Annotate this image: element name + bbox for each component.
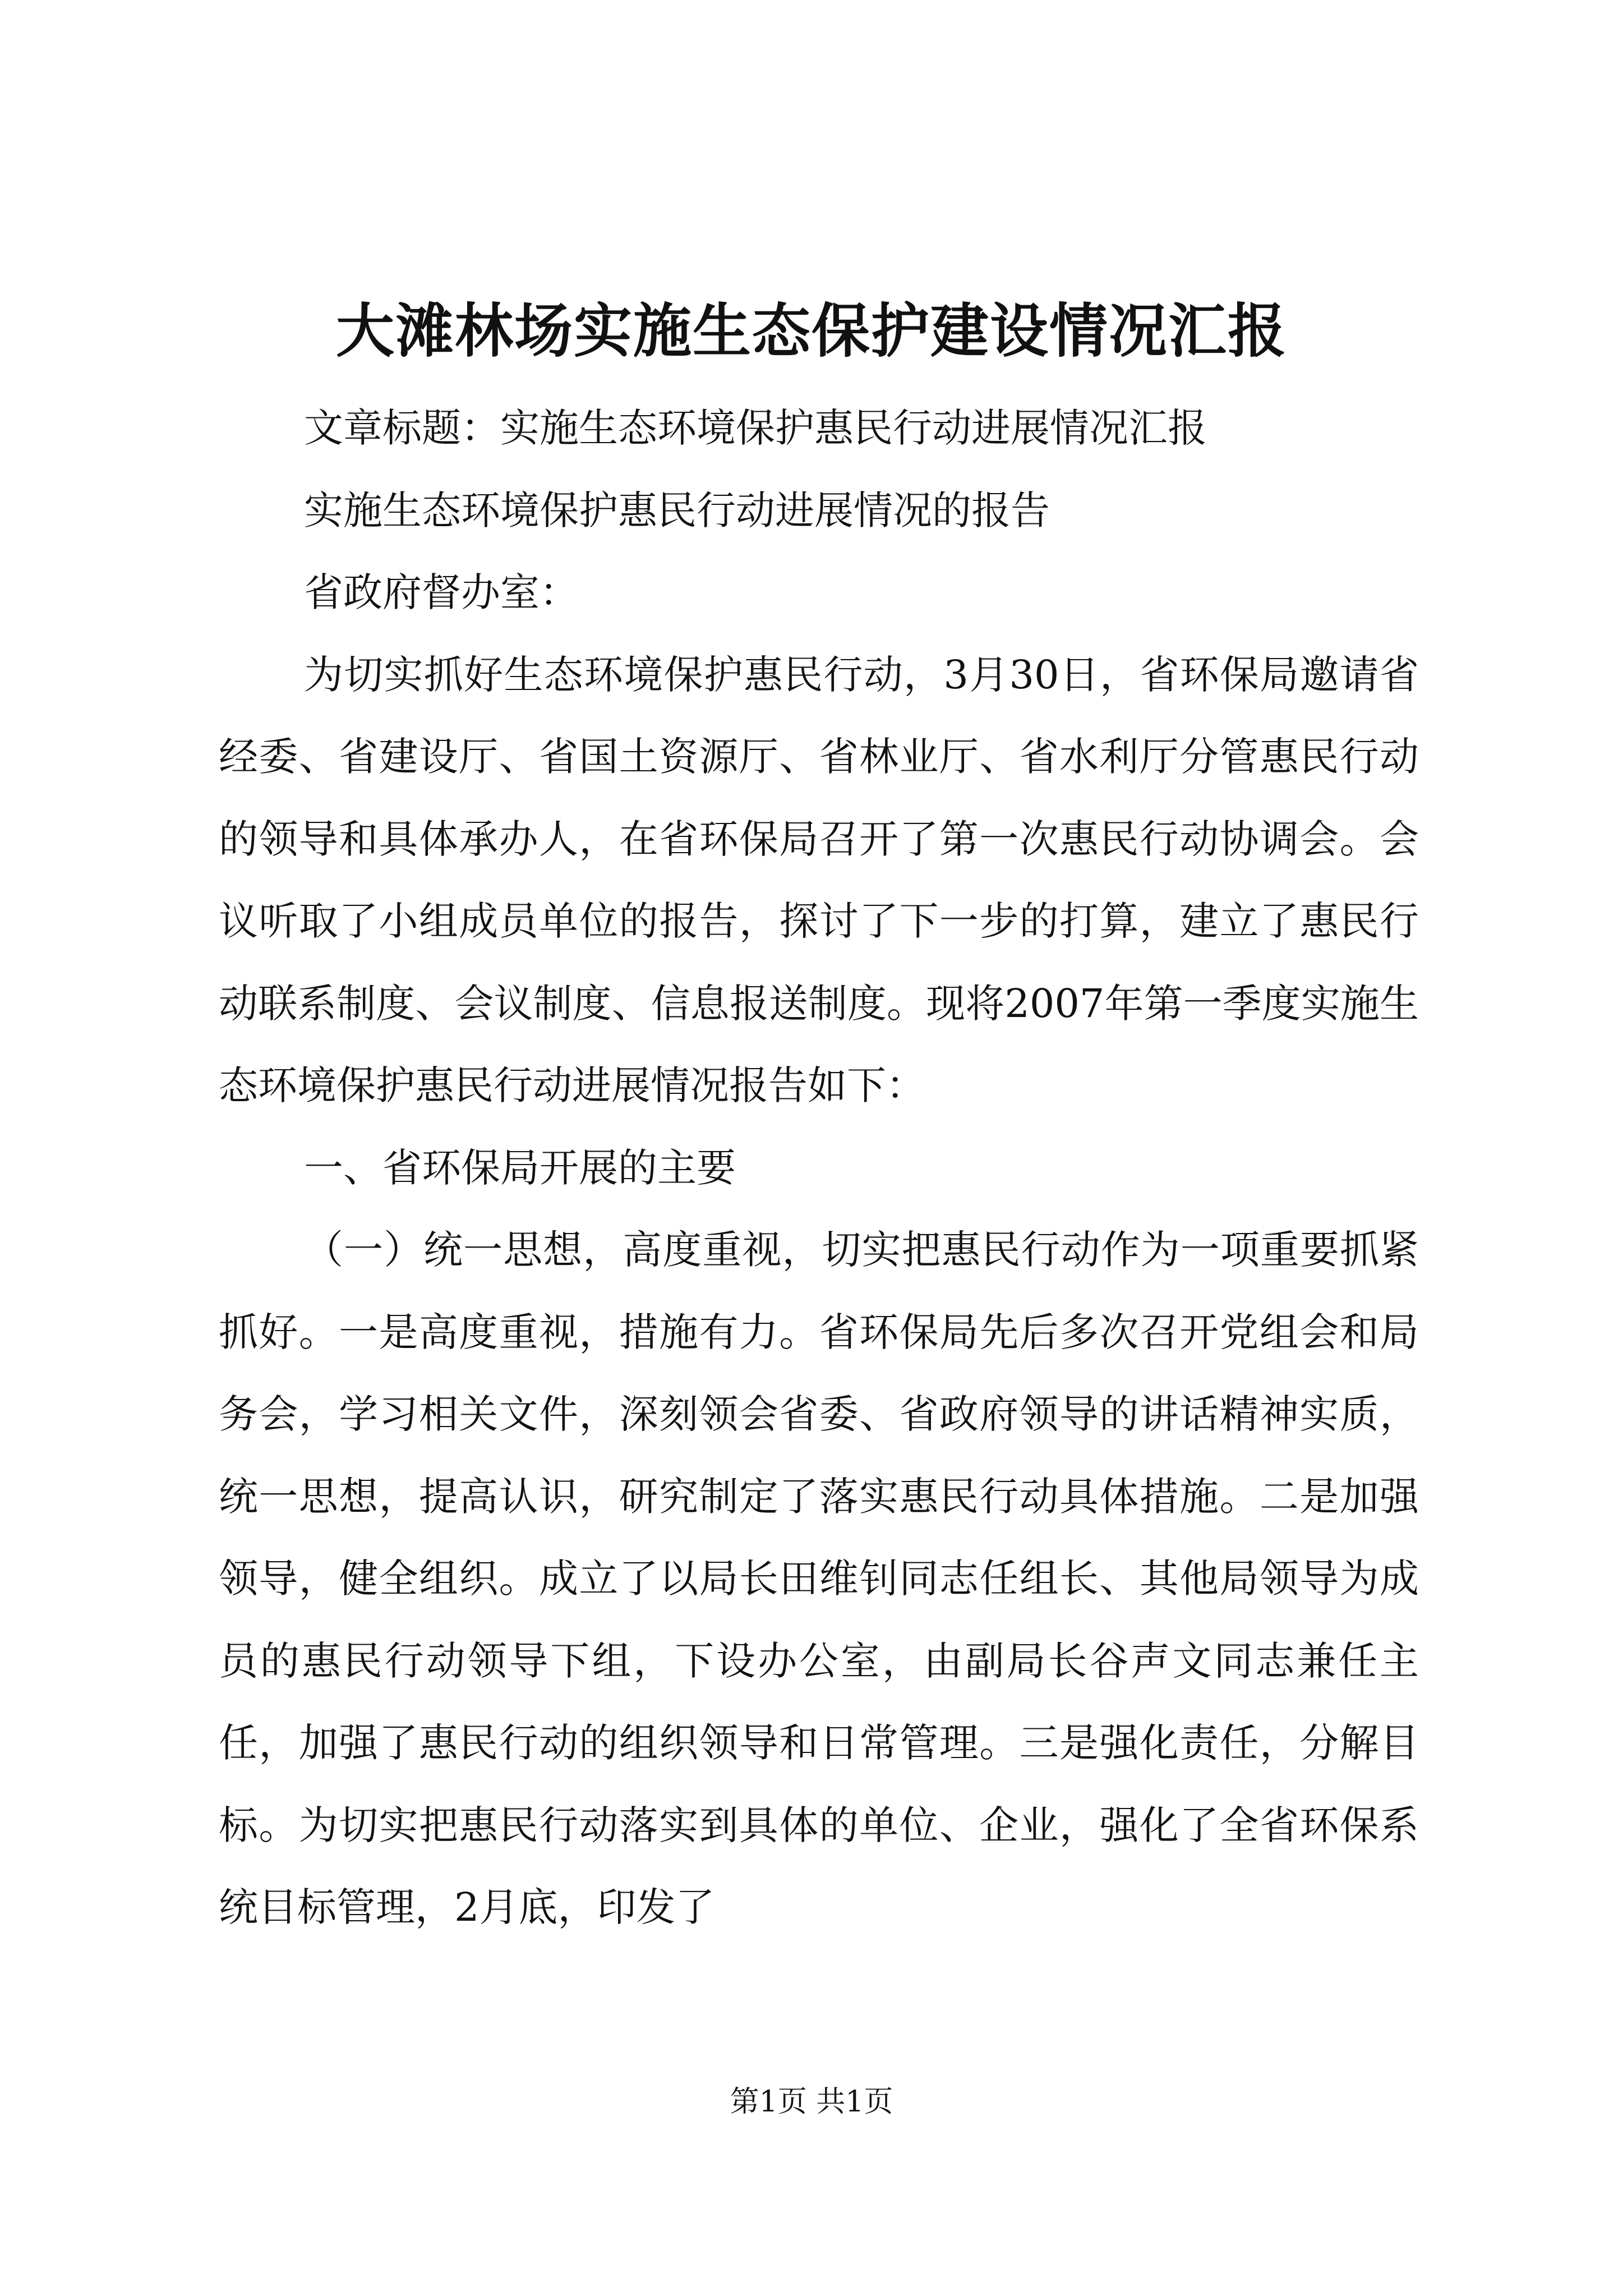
document-title: 大滩林场实施生态保护建设情况汇报 bbox=[335, 296, 1287, 365]
paragraph-intro: 为切实抓好生态环境保护惠民行动，3月30日，省环保局邀请省经委、省建设厅、省国土资源厅、省林业厅、省水利厅分管惠民行动的领导和具体承办人，在省环保局召开了第一次惠民行动协调会。会议听取了小组成员单位的报告，探讨了下一步的打算，建立了惠民行动联系制度、会议制度、信息报送制度。现将2007年第一季度实施生态环境保护惠民行动进展情况报告如下： bbox=[219, 651, 1419, 1108]
document-body bbox=[219, 387, 1419, 1949]
report-heading: 实施生态环境保护惠民行动进展情况的报告 bbox=[304, 487, 1050, 533]
paragraph-subsection-1: （一）统一思想，高度重视，切实把惠民行动作为一项重要抓紧抓好。一是高度重视，措施有力。省环保局先后多次召开党组会和局务会，学习相关文件，深刻领会省委、省政府领导的讲话精神实质，统一思想，提高认识，研究制定了落实惠民行动具体措施。二是加强领导，健全组织。成立了以局长田维钊同志任组长、其他局领导为成员的惠民行动领导下组，下设办公室，由副局长谷声文同志兼任主任，加强了惠民行动的组织领导和日常管理。三是强化责任，分解目标。为切实把惠民行动落实到具体的单位、企业，强化了全省环保系统目标管理，2月底，印发了 bbox=[219, 1227, 1419, 1930]
article-title-line: 文章标题：实施生态环境保护惠民行动进展情况汇报 bbox=[304, 405, 1207, 451]
page-footer: 第1页 共1页 bbox=[730, 2085, 893, 2119]
section-heading-1: 一、省环保局开展的主要 bbox=[304, 1144, 736, 1191]
addressee: 省政府督办室： bbox=[304, 569, 579, 615]
